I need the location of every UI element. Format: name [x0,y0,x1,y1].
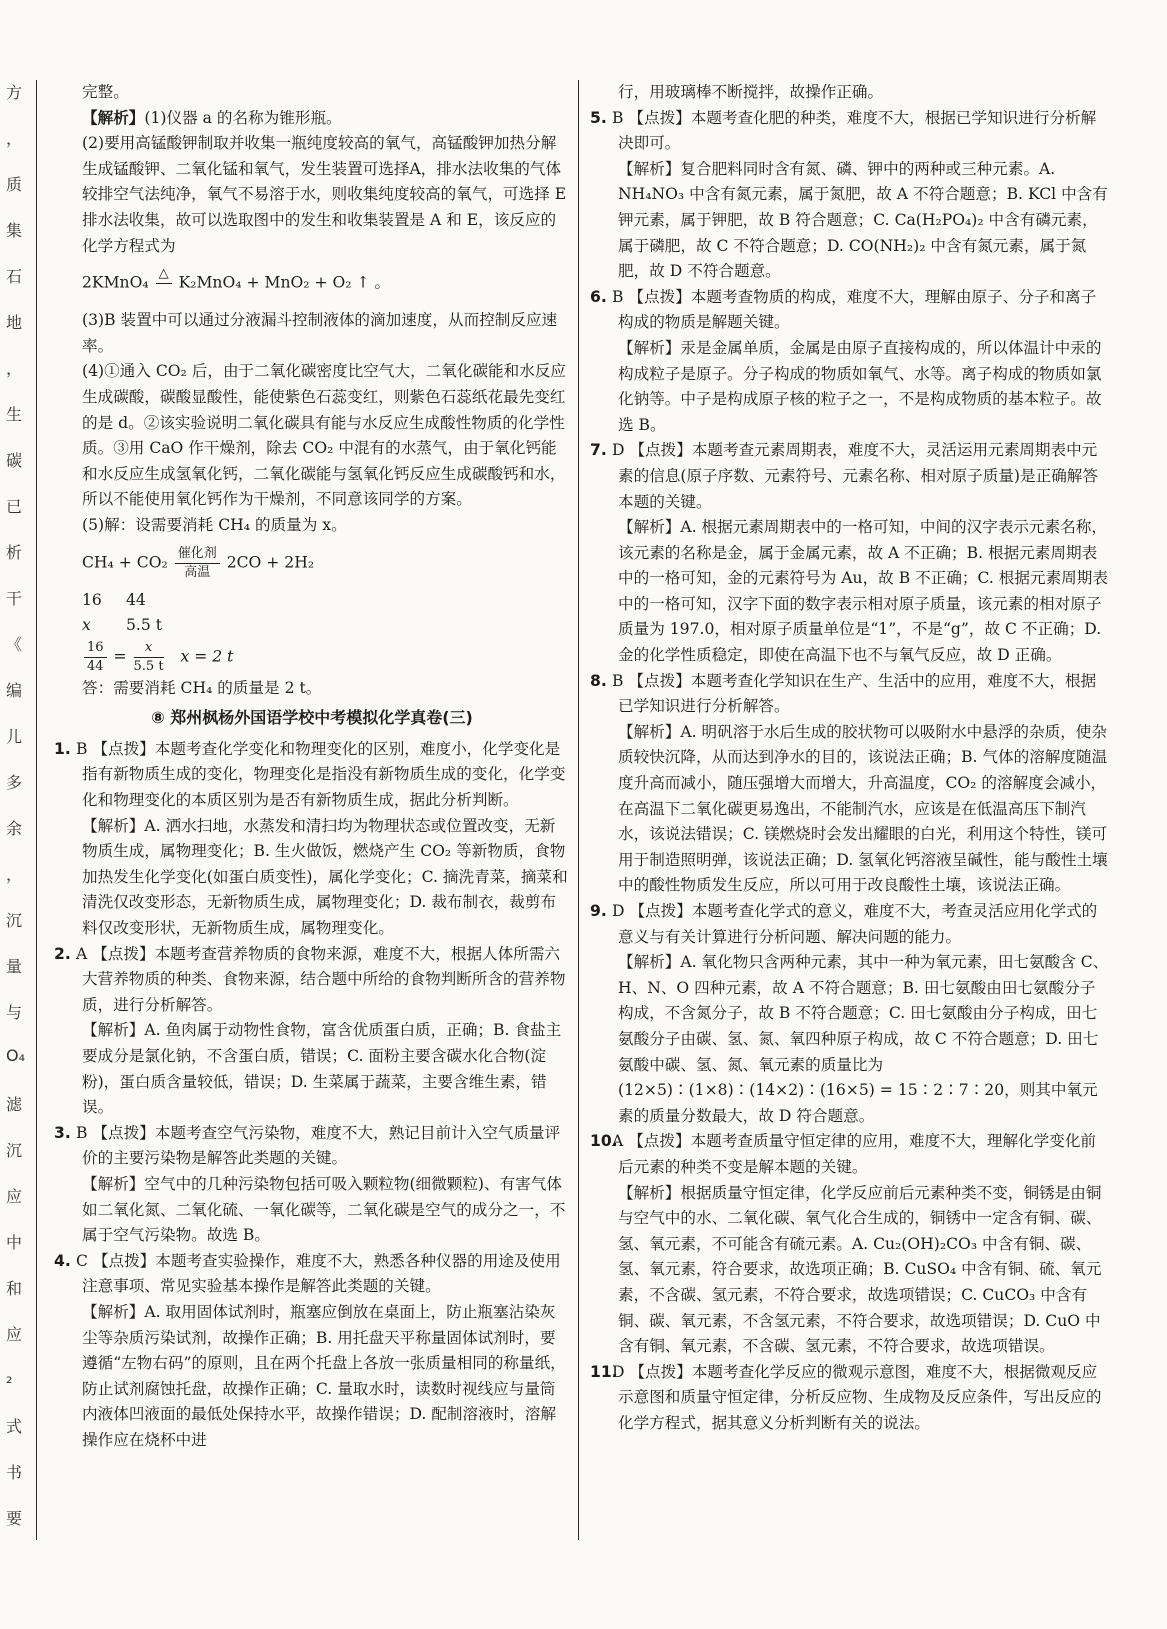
question-analysis: 【解析】A. 取用固体试剂时，瓶塞应倒放在桌面上，防止瓶塞沾染灰尘等杂质污染试剂，故操作正确；B. 用托盘天平称量固体试剂时，要遵循“左物右码”的原则，且在两个托盘上各放一张质量相同的称量纸，防止试剂腐蚀托盘，故操作正确；C. 量取水时，读数时视线应与量筒内液体凹液面的最低处保持水平，故操作错误；D. 配制溶液时，溶解操作应在烧杯中进 [82,1302,566,1449]
question-item: 2. A 【点拨】本题考查营养物质的食物来源，难度不大，根据人体所需六大营养物质的种类、食物来源，结合题中所给的食物判断所含的营养物质，进行分析解答。 [54,944,566,1014]
question-analysis: 【解析】A. 鱼肉属于动物性食物，富含优质蛋白质，正确；B. 食盐主要成分是氯化钠，不含蛋白质，错误；C. 面粉主要含碳水化合物(淀粉)，蛋白质含量较低，错误；D. 生菜属于蔬菜，主要含维生素，错误。 [82,1021,562,1117]
edge-char: 中 [6,1233,23,1252]
left-edge-cropped-text [0,80,30,1550]
edge-char: 已 [6,497,23,516]
continuation-text: 行，用玻璃棒不断搅拌，故操作正确。 [618,83,884,101]
edge-char: 应 [6,1187,23,1206]
question-analysis: 【解析】根据质量守恒定律，化学反应前后元素种类不变，铜锈是由铜与空气中的水、二氧化碳、氧气化合生成的，铜锈中一定含有铜、碳、氢、氧元素，不可能含有硫元素。A. Cu₂(OH)₂CO₃ 中含有铜、碳、氢、氧元素，符合要求，故选项正确；B. CuSO₄ 中含有铜、硫、氧元素，不含碳、氢元素，不符合要求，故选项错误；C. CuCO₃ 中含有铜、碳、氧元素，不含氢元素，不符合要求，故选项错误；D. CuO 中含有铜、氧元素，不含碳、氢元素，不符合要求，故选项错误。 [618,1183,1102,1356]
analysis-part-3: (3)B 装置中可以通过分液漏斗控制液体的滴加速度，从而控制反应速率。 [82,311,558,355]
edge-char: ₂ [6,1368,13,1387]
edge-char: 多 [6,773,23,792]
question-analysis: 【解析】A. 氧化物只含两种元素，其中一种为氧元素，田七氨酸含 C、H、N、O 四种元素，故 A 不符合题意；B. 田七氨酸由田七氨酸分子构成，不含氮分子，故 B 不符合题意；C. 田七氨酸由分子构成，田七氨酸分子由碳、氢、氮、氧四种原子构成，故 C 不符合题意；D. 田七氨酸中碳、氢、氮、氧元素的质量比为(12×5)∶(1×8)∶(14×2)∶(16×5) = 15∶2∶7∶20，则其中氧元素的质量分数最大，故 D 符合题意。 [618,953,1109,1125]
edge-char: ， [6,129,23,148]
question-item: 8. B 【点拨】本题考查化学知识在生产、生活中的应用，难度不大，根据已学知识进行分析解答。 [590,671,1097,716]
question-analysis: 【解析】A. 洒水扫地，水蒸发和清扫均为物理状态或位置改变，无新物质生成，属物理变化；B. 生火做饭，燃烧产生 CO₂ 等新物质，食物加热发生化学变化(如蛋白质变性)，属化学变化；C. 摘洗青菜，摘菜和清洗仅改变形态，无新物质生成，属物理变化；D. 裁布制衣，裁剪布料仅改变形状，无新物质生成，属物理变化。 [82,816,568,938]
analysis-part-5: (5)解：设需要消耗 CH₄ 的质量为 x。 [82,515,347,534]
edge-char: 与 [6,1003,23,1022]
edge-char: 方 [6,83,23,102]
edge-char: 沉 [6,1141,23,1160]
edge-char: 编 [6,681,23,700]
edge-char: 书 [6,1463,23,1482]
edge-char: 质 [6,175,23,194]
mass-row-1: 16 44 [82,590,146,609]
question-analysis: 【解析】空气中的几种污染物包括可吸入颗粒物(细微颗粒)、有害气体如二氧化氮、二氧化硫、一氧化碳等，二氧化碳是空气的成分之一，不属于空气污染物。故选 B。 [82,1174,566,1245]
edge-char: 生 [6,405,23,424]
mass-row-2: x 5.5 t [82,616,163,635]
question-analysis: 【解析】复合肥料同时含有氮、磷、钾中的两种或三种元素。A. NH₄NO₃ 中含有氮元素，属于氮肥，故 A 不符合题意；B. KCl 中含有钾元素，属于钾肥，故 B 符合题意；C. Ca(H₂PO₄)₂ 中含有磷元素，属于磷肥，故 C 不符合题意；D. CO(NH₂)₂ 中含有氮元素，属于氮肥，故 D 不符合题意。 [618,159,1108,281]
edge-char: 干 [6,589,23,608]
edge-char: 《 [6,635,23,654]
left-margin-line [36,80,37,1540]
question-analysis: 【解析】A. 明矾溶于水后生成的胶状物可以吸附水中悬浮的杂质，使杂质较快沉降，从而达到净水的目的，该说法正确；B. 气体的溶解度随温度升高而减小，随压强增大而增大，升高温度，CO₂ 的溶解度会减小，在高温下二氧化碳更易逸出，不能制汽水，应该是在低温高压下制汽水，该说法错误；C. 镁燃烧时会发出耀眼的白光，利用这个特性，镁可用于制造照明弹，该说法正确；D. 氢氧化钙溶液呈碱性，能与酸性土壤中的酸性物质发生反应，所以可用于改良酸性土壤，该说法正确。 [618,722,1108,895]
edge-char: 碳 [6,451,23,470]
edge-char: ， [6,359,23,378]
edge-char: 儿 [6,727,23,746]
question-analysis: 【解析】A. 根据元素周期表中的一格可知，中间的汉字表示元素名称，该元素的名称是金，属于金属元素，故 A 不正确；B. 根据元素周期表中的一格可知，金的元素符号为 Au，故 B 不正确；C. 根据元素周期表中的一格可知，汉字下面的数字表示相对原子质量，该元素的相对原子质量为 197.0，相对原子质量单位是“1”，不是“g”，故 C 不正确；D. 金的化学性质稳定，即使在高温下也不与氧气反应，故 D 正确。 [618,518,1108,665]
question-item: 7. D 【点拨】本题考查元素周期表，难度不大，灵活运用元素周期表中元素的信息(原子序数、元素符号、元素名称、相对原子质量)是正确解答本题的关键。 [590,441,1098,511]
proportion-equation: $\frac{16}{44}$ = $\frac{x}{5.5 t}$ x = 2 t [54,639,570,676]
edge-char: 要 [6,1509,23,1528]
column-divider [578,80,579,1540]
analysis-part-2: (2)要用高锰酸钾制取并收集一瓶纯度较高的氧气，高锰酸钾加热分解生成锰酸钾、二氧化锰和氧气，发生装置可选择A，排水法收集的气体较排空气法纯净，氧气不易溶于水，则收集纯度较高的氧气，可选择 E 排水法收集，故可以选取图中的发生和收集装置是 A 和 E，该反应的化学方程式为 [82,134,567,255]
question-item: 6. B 【点拨】本题考查物质的构成，难度不大，理解由原子、分子和离子构成的物质是解题关键。 [590,287,1097,332]
question-item: 5. B 【点拨】本题考查化肥的种类，难度不大，根据已学知识进行分析解决即可。 [590,108,1097,153]
question-analysis: 【解析】汞是金属单质，金属是由原子直接构成的，所以体温计中汞的构成粒子是原子。分子构成的物质如氧气、水等。离子构成的物质如氯化钠等。中子是构成原子核的粒子之一，不是构成物质的基本粒子。故选 B。 [618,338,1102,434]
analysis-part-1: 【解析】(1)仪器 a 的名称为锥形瓶。 [82,108,342,127]
answer-line: 答：需要消耗 CH₄ 的质量是 2 t。 [82,678,322,697]
question-item: 1. B 【点拨】本题考查化学变化和物理变化的区别，难度小，化学变化是指有新物质生成的变化，物理变化是指没有新物质生成的变化，化学变化和物理变化的本质区别为是否有新物质生成，据此分析判断。 [54,739,566,810]
edge-char: 式 [6,1417,23,1436]
question-item: 9. D 【点拨】本题考查化学式的意义，难度不大，考查灵活应用化学式的意义与有关计算进行分析问题、解决问题的能力。 [590,902,1098,946]
edge-char: O₄ [6,1046,26,1065]
question-item: 11.D 【点拨】本题考查化学反应的微观示意图，难度不大，根据微观反应示意图和质量守恒定律，分析反应物、生成物及反应条件，写出反应的化学方程式，据其意义分析判断有关的说法。 [590,1362,1102,1432]
edge-char: 石 [6,267,23,286]
edge-char: 集 [6,221,23,240]
analysis-part-4: (4)①通入 CO₂ 后，由于二氧化碳密度比空气大，二氧化碳能和水反应生成碳酸，碳酸显酸性，能使紫色石蕊变红，则紫色石蕊纸花最先变红的是 d。②该实验说明二氧化碳具有能与水反应生成酸性物质的化学性质。③用 CaO 作干燥剂，除去 CO₂ 中混有的水蒸气，由于氧化钙能和水反应生成氢氧化钙，二氧化碳能与氢氧化钙反应生成碳酸钙和水，所以不能使用氧化钙作为干燥剂，不同意该同学的方案。 [82,362,567,509]
left-column [54,80,570,1454]
edge-char: 析 [6,543,23,562]
equation-ch4: CH₄ + CO₂ $\frac{\text{催化剂}}{\text{高温}}$ 2CO + 2H₂ [82,545,315,580]
continuation-text: 完整。 [82,83,129,101]
edge-char: 和 [6,1279,23,1298]
edge-char: 地 [6,313,23,332]
left-question-list [54,737,570,1454]
question-item: 10.A 【点拨】本题考查质量守恒定律的应用，难度不大，理解化学变化前后元素的种类不变是解本题的关键。 [590,1132,1097,1176]
edge-char: 应 [6,1325,23,1344]
edge-char: ， [6,865,23,884]
edge-char: 滤 [6,1095,23,1114]
right-column [590,80,1110,1436]
edge-char: 量 [6,957,23,976]
edge-char: 沉 [6,911,23,930]
question-item: 4. C 【点拨】本题考查实验操作，难度不大，熟悉各种仪器的用途及使用注意事项、常见实验基本操作是解答此类题的关键。 [54,1251,561,1296]
equation-kmno4: 2KMnO₄ △ K₂MnO₄ + MnO₂ + O₂ ↑ 。 [82,266,391,292]
section-heading: ⑧ 郑州枫杨外国语学校中考模拟化学真卷(三) [151,708,473,728]
question-item: 3. B 【点拨】本题考查空气污染物，难度不大，熟记目前计入空气质量评价的主要污染物是解答此类题的关键。 [54,1123,561,1168]
edge-char: 余 [6,819,23,838]
